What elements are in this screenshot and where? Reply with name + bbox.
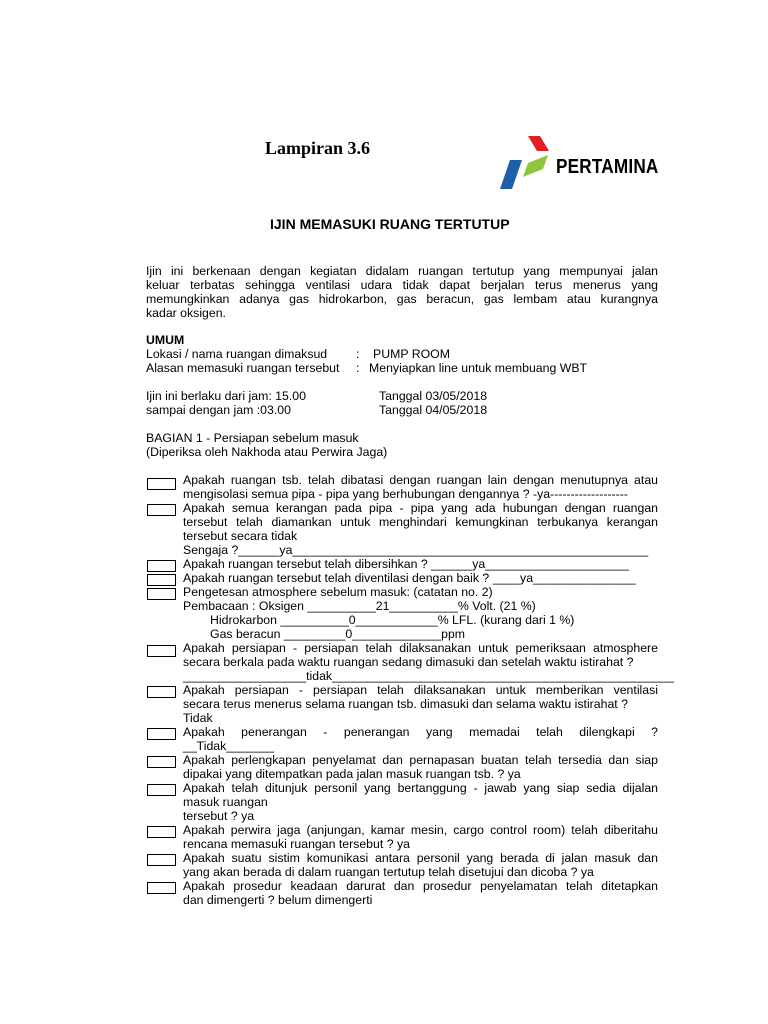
tanggal-sampai: Tanggal 04/05/2018 xyxy=(379,403,488,417)
checklist-item xyxy=(183,571,658,585)
checkbox[interactable] xyxy=(147,882,176,894)
logo-blue-shape xyxy=(500,160,522,189)
question-text: Pembacaan : Oksigen __________21__________% Volt. (21 %) xyxy=(183,599,536,613)
question-text: Sengaja ?______ya____________________________________________________ xyxy=(183,543,649,557)
checkbox[interactable] xyxy=(147,588,176,600)
checklist-item xyxy=(183,641,675,683)
intro-line: kadar oksigen. xyxy=(146,306,226,320)
logo-green-shape xyxy=(523,155,548,177)
question-text: Apakah ruangan tersebut telah diventilasi dengan baik ? ____ya_______________ xyxy=(183,571,636,585)
question-text: tersebut ? ya xyxy=(183,809,255,823)
question-text: masuk ruangan xyxy=(183,795,268,809)
question-text: Apakah telah ditunjuk personil yang bertanggung - jawab yang siap sedia dijalan xyxy=(183,781,658,795)
checkbox[interactable] xyxy=(147,478,176,490)
intro-line: memungkinkan adanya gas hidrokarbon, gas beracun, gas lembam atau kurangnya xyxy=(146,292,658,306)
logo-red-shape xyxy=(528,136,549,151)
question-text: Gas beracun _________0_____________ppm xyxy=(210,627,466,641)
lokasi-label: Lokasi / nama ruangan dimaksud xyxy=(146,347,328,361)
checklist-item xyxy=(183,725,658,753)
alasan-value: Menyiapkan line untuk membuang WBT xyxy=(369,361,588,375)
checklist-item xyxy=(183,851,658,879)
question-text: __Tidak_______ xyxy=(183,739,275,753)
bagian-subtitle: (Diperiksa oleh Nakhoda atau Perwira Jaga) xyxy=(146,445,388,459)
berlaku-dari: Ijin ini berlaku dari jam: 15.00 xyxy=(146,389,306,403)
question-text: Apakah ruangan tsb. telah dibatasi dengan ruangan lain dengan menutupnya atau xyxy=(183,473,658,487)
lokasi-value: PUMP ROOM xyxy=(373,347,450,361)
checkbox[interactable] xyxy=(147,728,176,740)
alasan-colon: : xyxy=(356,361,360,375)
checkbox[interactable] xyxy=(147,756,176,768)
question-text: mengisolasi semua pipa - pipa yang berhubungan dengannya ? -ya------------------- xyxy=(183,487,628,501)
checklist-item xyxy=(183,823,658,851)
question-text: Apakah persiapan - persiapan telah dilaksanakan untuk pemeriksaan atmosphere xyxy=(183,641,658,655)
alasan-label: Alasan memasuki ruangan tersebut xyxy=(146,361,340,375)
checklist-item xyxy=(183,781,658,823)
intro-line: keluar terbatas sehingga ventilasi udara tidak dapat berjalan terus menerus yang xyxy=(146,278,658,292)
question-text: Tidak xyxy=(183,711,213,725)
question-text: dan dimengerti ? belum dimengerti xyxy=(183,893,373,907)
question-text: Apakah semua kerangan pada pipa - pipa yang ada hubungan dengan ruangan xyxy=(183,501,658,515)
question-text: Apakah perwira jaga (anjungan, kamar mesin, cargo control room) telah diberitahu xyxy=(183,823,658,837)
question-text: __________________tidak__________________________________________________ xyxy=(183,669,675,683)
checklist-item xyxy=(183,753,658,781)
checkbox[interactable] xyxy=(147,854,176,866)
checkbox[interactable] xyxy=(147,645,176,657)
question-text: Apakah perlengkapan penyelamat dan pernapasan buatan telah tersedia dan siap xyxy=(183,753,658,767)
bagian-title: BAGIAN 1 - Persiapan sebelum masuk xyxy=(146,431,359,445)
checklist-item xyxy=(183,557,658,571)
checkbox[interactable] xyxy=(147,574,176,586)
question-text: Apakah suatu sistim komunikasi antara personil yang berada di jalan masuk dan xyxy=(183,851,658,865)
checkbox[interactable] xyxy=(147,826,176,838)
question-text: secara terus menerus selama ruangan tsb. dimasuki dan selama waktu istirahat ? xyxy=(183,697,628,711)
question-text: Apakah penerangan - penerangan yang memadai telah dilengkapi ? xyxy=(183,725,658,739)
checkbox[interactable] xyxy=(147,560,176,572)
checklist-item xyxy=(183,501,658,557)
checklist-item xyxy=(183,683,658,725)
question-text: Apakah prosedur keadaan darurat dan prosedur penyelamatan telah ditetapkan xyxy=(183,879,658,893)
intro-line: Ijin ini berkenaan dengan kegiatan didalam ruangan tertutup yang mempunyai jalan xyxy=(146,264,658,278)
checklist-item xyxy=(183,879,658,907)
lampiran-label: Lampiran 3.6 xyxy=(265,138,371,158)
logo-text: PERTAMINA xyxy=(556,156,659,178)
question-text: Pengetesan atmosphere sebelum masuk: (catatan no. 2) xyxy=(183,585,493,599)
checkbox[interactable] xyxy=(147,686,176,698)
berlaku-sampai: sampai dengan jam :03.00 xyxy=(146,403,291,417)
question-text: tersebut secara tidak xyxy=(183,529,298,543)
intro-paragraph xyxy=(146,264,658,320)
tanggal-dari: Tanggal 03/05/2018 xyxy=(379,389,488,403)
lokasi-colon: : xyxy=(356,347,360,361)
checklist-item xyxy=(183,585,658,641)
question-text: Hidrokarbon __________0____________% LFL. (kurang dari 1 %) xyxy=(210,613,575,627)
question-text: tersebut telah diamankan untuk menghindari kemungkinan terbukanya kerangan xyxy=(183,515,658,529)
document-title: IJIN MEMASUKI RUANG TERTUTUP xyxy=(270,216,510,232)
checklist-item xyxy=(183,473,658,501)
question-text: secara berkala pada waktu ruangan sedang dimasuki dan setelah waktu istirahat ? xyxy=(183,655,634,669)
umum-heading: UMUM xyxy=(146,333,185,347)
question-text: dipakai yang ditempatkan pada jalan masuk ruangan tsb. ? ya xyxy=(183,767,521,781)
question-text: rencana memasuki ruangan tersebut ? ya xyxy=(183,837,410,851)
checkbox[interactable] xyxy=(147,784,176,796)
question-text: Apakah ruangan tersebut telah dibersihkan ? ______ya_____________________ xyxy=(183,557,629,571)
checkbox[interactable] xyxy=(147,504,176,516)
question-text: yang akan berada di dalam ruangan tertutup telah disetujui dan dicoba ? ya xyxy=(183,865,594,879)
question-text: Apakah persiapan - persiapan telah dilaksanakan untuk memberikan ventilasi xyxy=(183,683,658,697)
